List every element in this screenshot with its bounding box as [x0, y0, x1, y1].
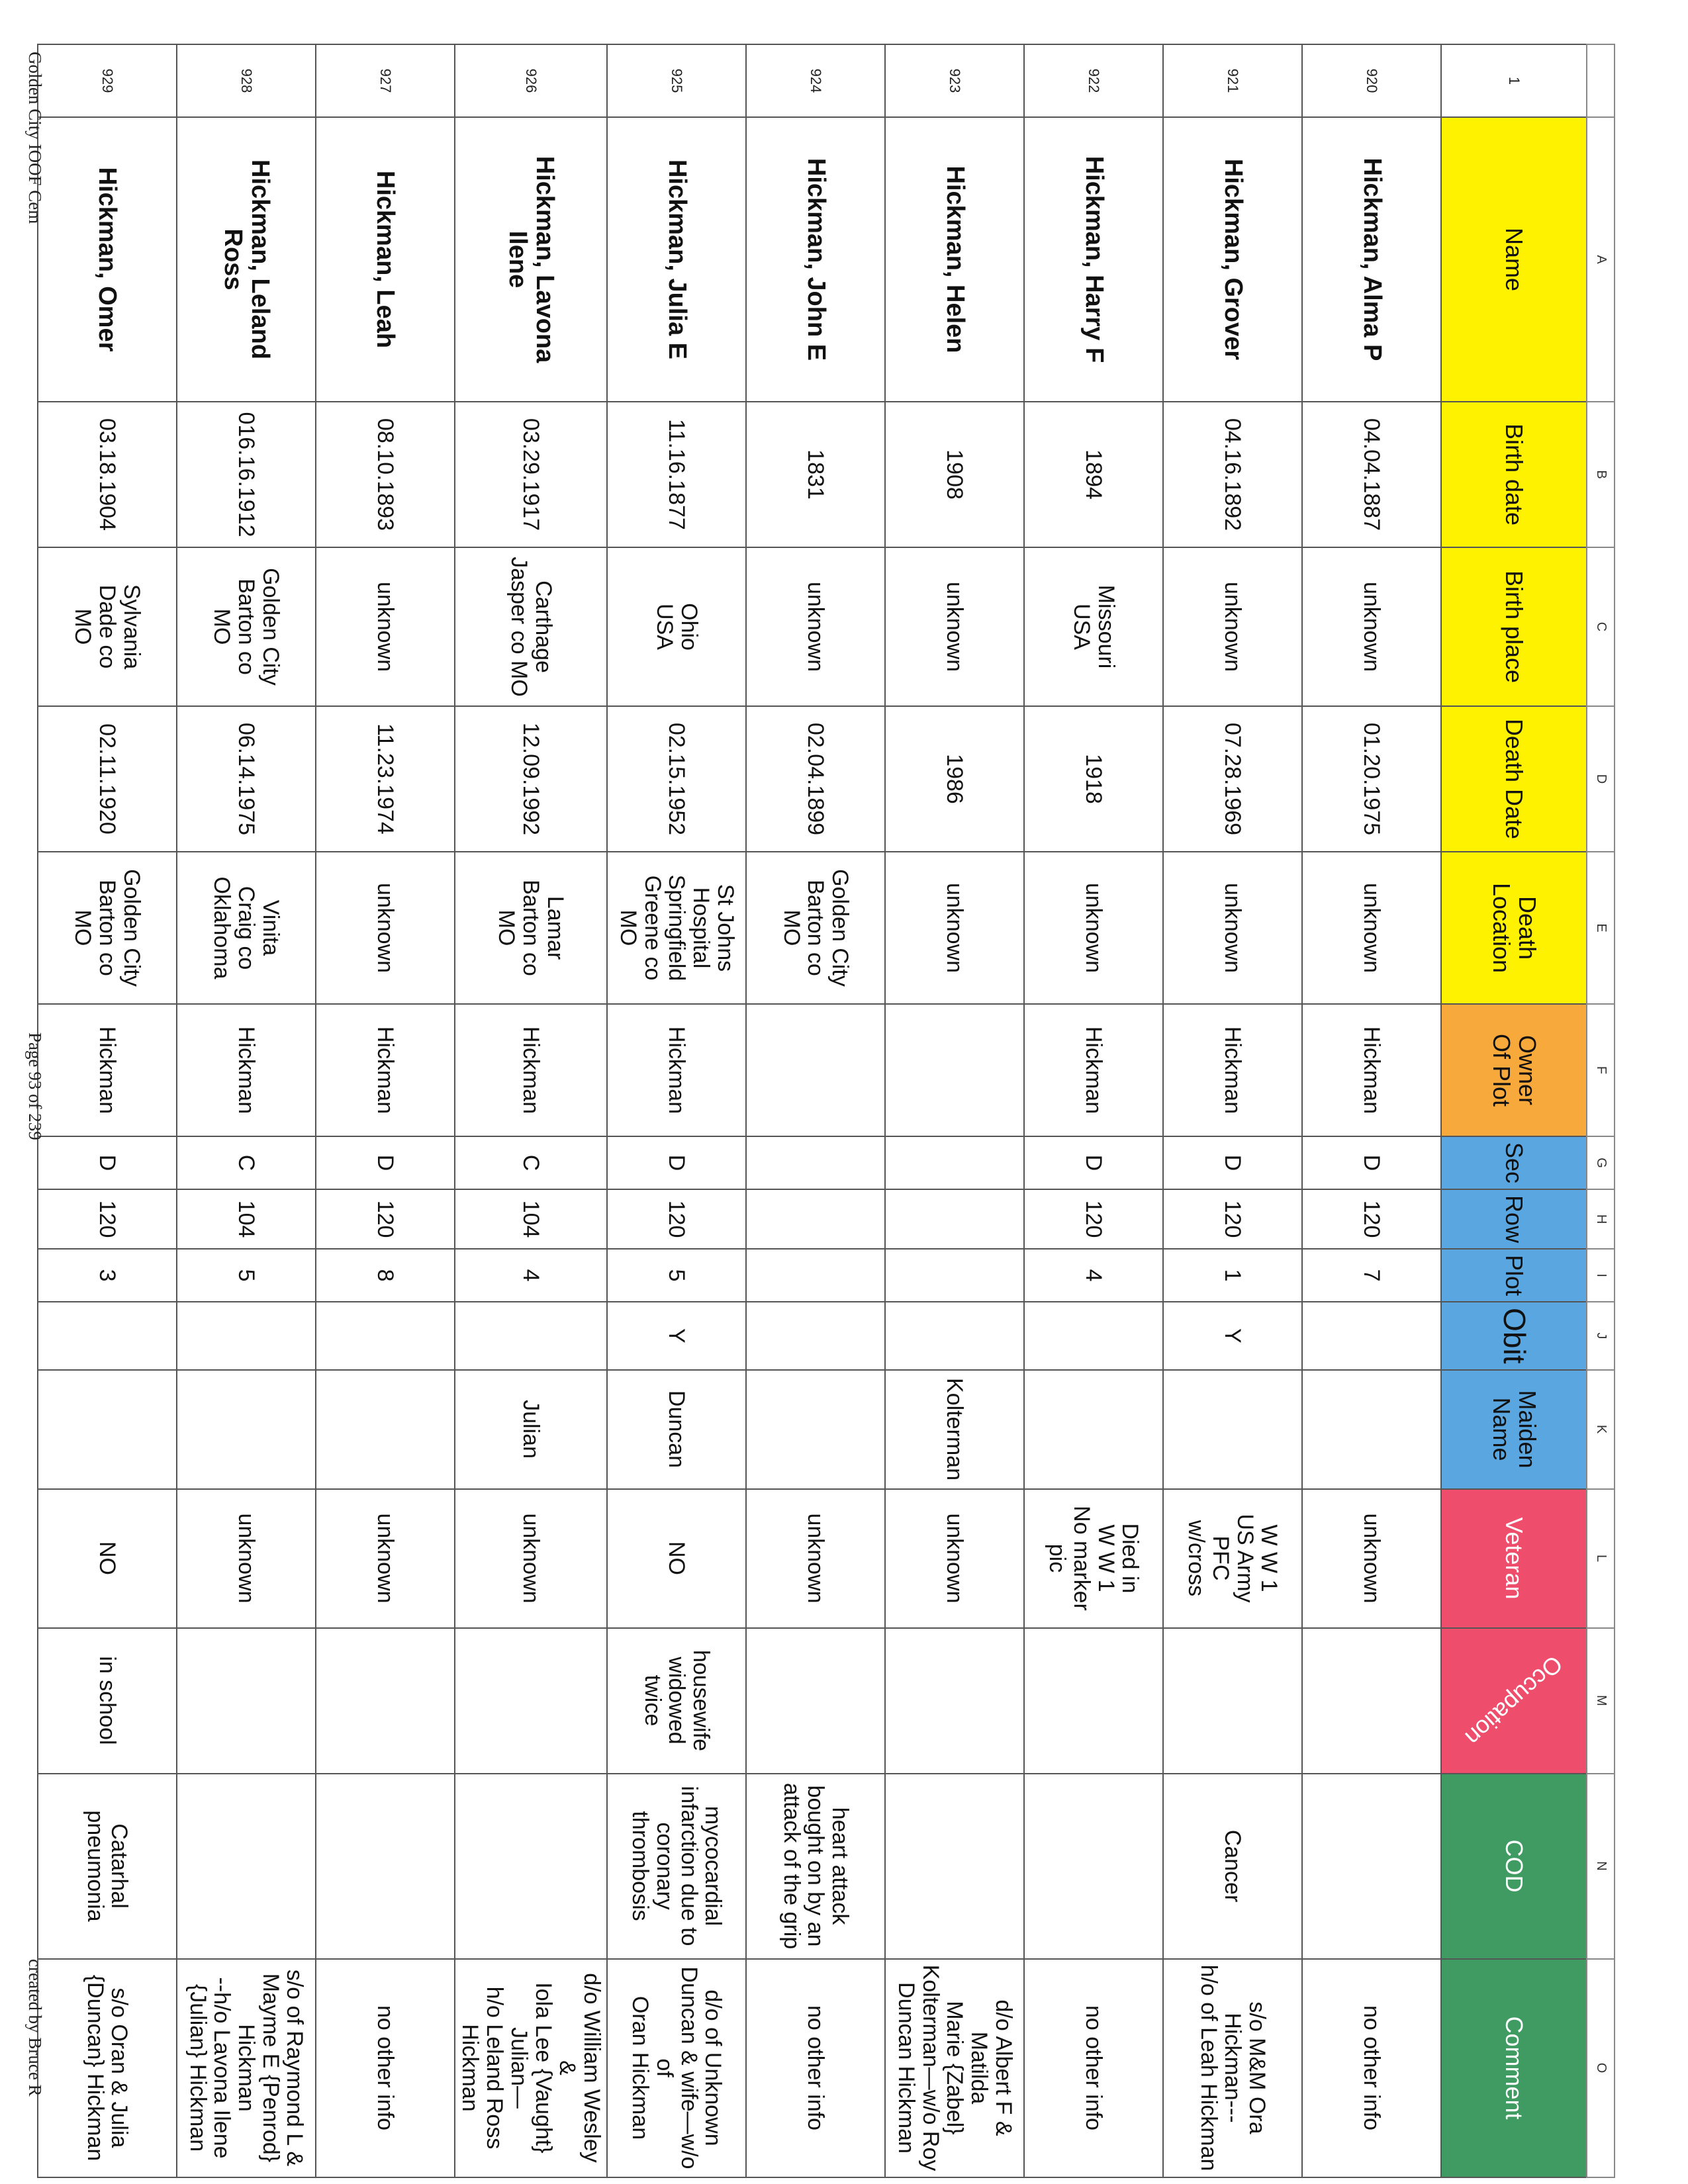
- owner-cell: Hickman: [1302, 1004, 1441, 1136]
- owner-cell: Hickman: [607, 1004, 746, 1136]
- sec-cell: C: [177, 1136, 316, 1189]
- death-location-cell: Lamar Barton co MO: [455, 852, 607, 1004]
- name-cell: Hickman, Alma P: [1302, 117, 1441, 402]
- header-name: Name: [1441, 117, 1587, 402]
- cod-cell: [1302, 1774, 1441, 1959]
- death-date-cell: 01.20.1975: [1302, 706, 1441, 852]
- owner-cell: Hickman: [455, 1004, 607, 1136]
- death-location-cell: Golden City Barton co MO: [38, 852, 177, 1004]
- obit-cell: [177, 1302, 316, 1369]
- cod-cell: Catarhal pneumonia: [38, 1774, 177, 1959]
- maiden-name-cell: [177, 1370, 316, 1489]
- header-death-date: Death Date: [1441, 706, 1587, 852]
- row-number: 926: [455, 44, 607, 117]
- table-row: [38, 44, 177, 2177]
- birth-place-cell: Ohio USA: [607, 547, 746, 706]
- death-location-cell: unknown: [885, 852, 1024, 1004]
- row-cell: 120: [1163, 1189, 1302, 1249]
- column-letter: J: [1587, 1302, 1615, 1369]
- comment-cell: s/o M&M Ora Hickman--- h/o of Leah Hickman: [1163, 1959, 1302, 2177]
- maiden-name-cell: [316, 1370, 455, 1489]
- row-number: 927: [316, 44, 455, 117]
- table-row: [885, 44, 1024, 2177]
- comment-cell: s/o Oran & Julia {Duncan} Hickman: [38, 1959, 177, 2177]
- birth-place-cell: unknown: [1163, 547, 1302, 706]
- veteran-cell: NO: [607, 1489, 746, 1628]
- name-cell: Hickman, Omer: [38, 117, 177, 402]
- plot-cell: 4: [455, 1249, 607, 1302]
- occupation-cell: [1024, 1628, 1163, 1774]
- table-row: [177, 44, 316, 2177]
- row-cell: 120: [1024, 1189, 1163, 1249]
- obit-cell: Y: [607, 1302, 746, 1369]
- column-letter: G: [1587, 1136, 1615, 1189]
- cod-cell: [885, 1774, 1024, 1959]
- cemetery-records-table: [37, 44, 1615, 2178]
- plot-cell: [746, 1249, 885, 1302]
- plot-cell: 8: [316, 1249, 455, 1302]
- table-row: [607, 44, 746, 2177]
- occupation-cell: [885, 1628, 1024, 1774]
- column-letter: N: [1587, 1774, 1615, 1959]
- header-owner-of-plot: Owner Of Plot: [1441, 1004, 1587, 1136]
- name-cell: Hickman, John E: [746, 117, 885, 402]
- maiden-name-cell: Kolterman: [885, 1370, 1024, 1489]
- owner-cell: [746, 1004, 885, 1136]
- table-row: [455, 44, 607, 2177]
- column-letter-row: [1587, 44, 1615, 2177]
- sec-cell: D: [1024, 1136, 1163, 1189]
- occupation-cell: [316, 1628, 455, 1774]
- sec-cell: C: [455, 1136, 607, 1189]
- birth-date-cell: 1894: [1024, 402, 1163, 547]
- obit-cell: [38, 1302, 177, 1369]
- veteran-cell: NO: [38, 1489, 177, 1628]
- header-maiden-name: Maiden Name: [1441, 1370, 1587, 1489]
- cod-cell: [455, 1774, 607, 1959]
- column-letter: D: [1587, 706, 1615, 852]
- header-birth-date: Birth date: [1441, 402, 1587, 547]
- death-location-cell: St Johns Hospital Springfield Greene co MO: [607, 852, 746, 1004]
- occupation-cell: [177, 1628, 316, 1774]
- header-occupation: Occupation: [1460, 1651, 1569, 1752]
- name-cell: Hickman, Harry F: [1024, 117, 1163, 402]
- owner-cell: Hickman: [38, 1004, 177, 1136]
- table-row: [316, 44, 455, 2177]
- veteran-cell: unknown: [1302, 1489, 1441, 1628]
- maiden-name-cell: [1163, 1370, 1302, 1489]
- death-date-cell: 11.23.1974: [316, 706, 455, 852]
- row-cell: 104: [177, 1189, 316, 1249]
- name-cell: Hickman, Helen: [885, 117, 1024, 402]
- veteran-cell: unknown: [316, 1489, 455, 1628]
- sec-cell: D: [607, 1136, 746, 1189]
- death-location-cell: unknown: [316, 852, 455, 1004]
- birth-date-cell: 016.16.1912: [177, 402, 316, 547]
- obit-cell: Y: [1163, 1302, 1302, 1369]
- occupation-cell: [1163, 1628, 1302, 1774]
- occupation-cell: in school: [38, 1628, 177, 1774]
- header-row: Row: [1441, 1189, 1587, 1249]
- plot-cell: 5: [177, 1249, 316, 1302]
- column-letter: O: [1587, 1959, 1615, 2177]
- table-row: [1302, 44, 1441, 2177]
- row-cell: 104: [455, 1189, 607, 1249]
- sec-cell: D: [1302, 1136, 1441, 1189]
- table-row: [1024, 44, 1163, 2177]
- birth-place-cell: unknown: [746, 547, 885, 706]
- plot-cell: 7: [1302, 1249, 1441, 1302]
- row-cell: [746, 1189, 885, 1249]
- row-cell: 120: [607, 1189, 746, 1249]
- maiden-name-cell: [38, 1370, 177, 1489]
- death-date-cell: 1918: [1024, 706, 1163, 852]
- maiden-name-cell: Duncan: [607, 1370, 746, 1489]
- plot-cell: [885, 1249, 1024, 1302]
- birth-place-cell: Carthage Jasper co MO: [455, 547, 607, 706]
- plot-cell: 4: [1024, 1249, 1163, 1302]
- comment-cell: no other info: [746, 1959, 885, 2177]
- obit-cell: [1302, 1302, 1441, 1369]
- birth-place-cell: Missouri USA: [1024, 547, 1163, 706]
- owner-cell: [885, 1004, 1024, 1136]
- plot-cell: 5: [607, 1249, 746, 1302]
- occupation-cell: housewife widowed twice: [607, 1628, 746, 1774]
- row-number: 924: [746, 44, 885, 117]
- comment-cell: d/o of Unknown Duncan & wife—w/o of Oran Hickman: [607, 1959, 746, 2177]
- header-birth-place: Birth place: [1441, 547, 1587, 706]
- maiden-name-cell: [746, 1370, 885, 1489]
- death-date-cell: 07.28.1969: [1163, 706, 1302, 852]
- comment-cell: d/o Albert F & Matilda Marie {Zabel} Kolterman—w/o Roy Duncan Hickman: [885, 1959, 1024, 2177]
- table-row: [746, 44, 885, 2177]
- cod-cell: [316, 1774, 455, 1959]
- column-letter: [1587, 44, 1615, 117]
- maiden-name-cell: [1024, 1370, 1163, 1489]
- owner-cell: Hickman: [316, 1004, 455, 1136]
- death-date-cell: 02.04.1899: [746, 706, 885, 852]
- plot-cell: 1: [1163, 1249, 1302, 1302]
- cod-cell: mycocardial infarction due to coronary thrombosis: [607, 1774, 746, 1959]
- row-number: 922: [1024, 44, 1163, 117]
- column-letter: A: [1587, 117, 1615, 402]
- comment-cell: s/o of Raymond L & Mayme E {Penrod} Hickman --h/o Lavona Ilene {Julian} Hickman: [177, 1959, 316, 2177]
- header-cod: COD: [1441, 1774, 1587, 1959]
- birth-date-cell: 08.10.1893: [316, 402, 455, 547]
- death-date-cell: 1986: [885, 706, 1024, 852]
- birth-place-cell: unknown: [1302, 547, 1441, 706]
- column-letter: C: [1587, 547, 1615, 706]
- sec-cell: [746, 1136, 885, 1189]
- birth-date-cell: 04.16.1892: [1163, 402, 1302, 547]
- header-death-location: Death Location: [1441, 852, 1587, 1004]
- name-cell: Hickman, Julia E: [607, 117, 746, 402]
- column-letter: H: [1587, 1189, 1615, 1249]
- footer-author: created by Bruce R: [25, 1959, 45, 2097]
- death-location-cell: Vinita Craig co Oklahoma: [177, 852, 316, 1004]
- birth-date-cell: 1831: [746, 402, 885, 547]
- birth-date-cell: 03.18.1904: [38, 402, 177, 547]
- occupation-cell: [746, 1628, 885, 1774]
- comment-cell: no other info: [1302, 1959, 1441, 2177]
- obit-cell: [746, 1302, 885, 1369]
- death-date-cell: 02.11.1920: [38, 706, 177, 852]
- row-cell: [885, 1189, 1024, 1249]
- maiden-name-cell: Julian: [455, 1370, 607, 1489]
- obit-cell: [885, 1302, 1024, 1369]
- row-cell: 120: [38, 1189, 177, 1249]
- name-cell: Hickman, Leland Ross: [177, 117, 316, 402]
- plot-cell: 3: [38, 1249, 177, 1302]
- obit-cell: [1024, 1302, 1163, 1369]
- header-comment: Comment: [1441, 1959, 1587, 2177]
- birth-date-cell: 04.04.1887: [1302, 402, 1441, 547]
- death-location-cell: unknown: [1302, 852, 1441, 1004]
- sec-cell: [885, 1136, 1024, 1189]
- cod-cell: heart attack bought on by an attack of the grip: [746, 1774, 885, 1959]
- name-cell: Hickman, Grover: [1163, 117, 1302, 402]
- column-letter: L: [1587, 1489, 1615, 1628]
- row-number: 923: [885, 44, 1024, 117]
- row-number: 929: [38, 44, 177, 117]
- cod-cell: Cancer: [1163, 1774, 1302, 1959]
- occupation-cell: [455, 1628, 607, 1774]
- birth-date-cell: 11.16.1877: [607, 402, 746, 547]
- birth-place-cell: unknown: [316, 547, 455, 706]
- birth-date-cell: 03.29.1917: [455, 402, 607, 547]
- owner-cell: Hickman: [1024, 1004, 1163, 1136]
- row-number: 928: [177, 44, 316, 117]
- owner-cell: Hickman: [177, 1004, 316, 1136]
- header-obit: Obit: [1441, 1302, 1587, 1369]
- birth-place-cell: Sylvania Dade co MO: [38, 547, 177, 706]
- veteran-cell: Died in W W 1 No marker pic: [1024, 1489, 1163, 1628]
- name-cell: Hickman, Leah: [316, 117, 455, 402]
- birth-date-cell: 1908: [885, 402, 1024, 547]
- cod-cell: [177, 1774, 316, 1959]
- death-location-cell: unknown: [1163, 852, 1302, 1004]
- birth-place-cell: unknown: [885, 547, 1024, 706]
- row-number: 925: [607, 44, 746, 117]
- column-letter: M: [1587, 1628, 1615, 1774]
- death-date-cell: 06.14.1975: [177, 706, 316, 852]
- header-occupation-cell: [1441, 1628, 1587, 1774]
- footer-cemetery-name: Golden City IOOF Cem: [25, 52, 45, 224]
- sec-cell: D: [1163, 1136, 1302, 1189]
- header-row: [1441, 44, 1587, 2177]
- sec-cell: D: [38, 1136, 177, 1189]
- column-letter: I: [1587, 1249, 1615, 1302]
- veteran-cell: unknown: [746, 1489, 885, 1628]
- maiden-name-cell: [1302, 1370, 1441, 1489]
- comment-cell: d/o William Wesley & Iola Lee {Vaught} Julian— h/o Leland Ross Hickman: [455, 1959, 607, 2177]
- name-cell: Hickman, Lavona Ilene: [455, 117, 607, 402]
- footer-page-number: Page 93 of 239: [25, 1032, 45, 1140]
- death-location-cell: unknown: [1024, 852, 1163, 1004]
- occupation-cell: [1302, 1628, 1441, 1774]
- row-number: 920: [1302, 44, 1441, 117]
- header-sec: Sec: [1441, 1136, 1587, 1189]
- death-location-cell: Golden City Barton co MO: [746, 852, 885, 1004]
- header-row-number: 1: [1441, 44, 1587, 117]
- cod-cell: [1024, 1774, 1163, 1959]
- veteran-cell: W W 1 US Army PFC w/cross: [1163, 1489, 1302, 1628]
- row-cell: 120: [1302, 1189, 1441, 1249]
- column-letter: B: [1587, 402, 1615, 547]
- obit-cell: [316, 1302, 455, 1369]
- comment-cell: no other info: [1024, 1959, 1163, 2177]
- header-plot: Plot: [1441, 1249, 1587, 1302]
- records-body: [38, 44, 1441, 2177]
- sec-cell: D: [316, 1136, 455, 1189]
- column-letter: K: [1587, 1370, 1615, 1489]
- row-number: 921: [1163, 44, 1302, 117]
- obit-cell: [455, 1302, 607, 1369]
- comment-cell: no other info: [316, 1959, 455, 2177]
- veteran-cell: unknown: [885, 1489, 1024, 1628]
- column-letter: F: [1587, 1004, 1615, 1136]
- death-date-cell: 12.09.1992: [455, 706, 607, 852]
- veteran-cell: unknown: [455, 1489, 607, 1628]
- veteran-cell: unknown: [177, 1489, 316, 1628]
- owner-cell: Hickman: [1163, 1004, 1302, 1136]
- header-veteran: Veteran: [1441, 1489, 1587, 1628]
- table-row: [1163, 44, 1302, 2177]
- column-letter: E: [1587, 852, 1615, 1004]
- death-date-cell: 02.15.1952: [607, 706, 746, 852]
- birth-place-cell: Golden City Barton co MO: [177, 547, 316, 706]
- row-cell: 120: [316, 1189, 455, 1249]
